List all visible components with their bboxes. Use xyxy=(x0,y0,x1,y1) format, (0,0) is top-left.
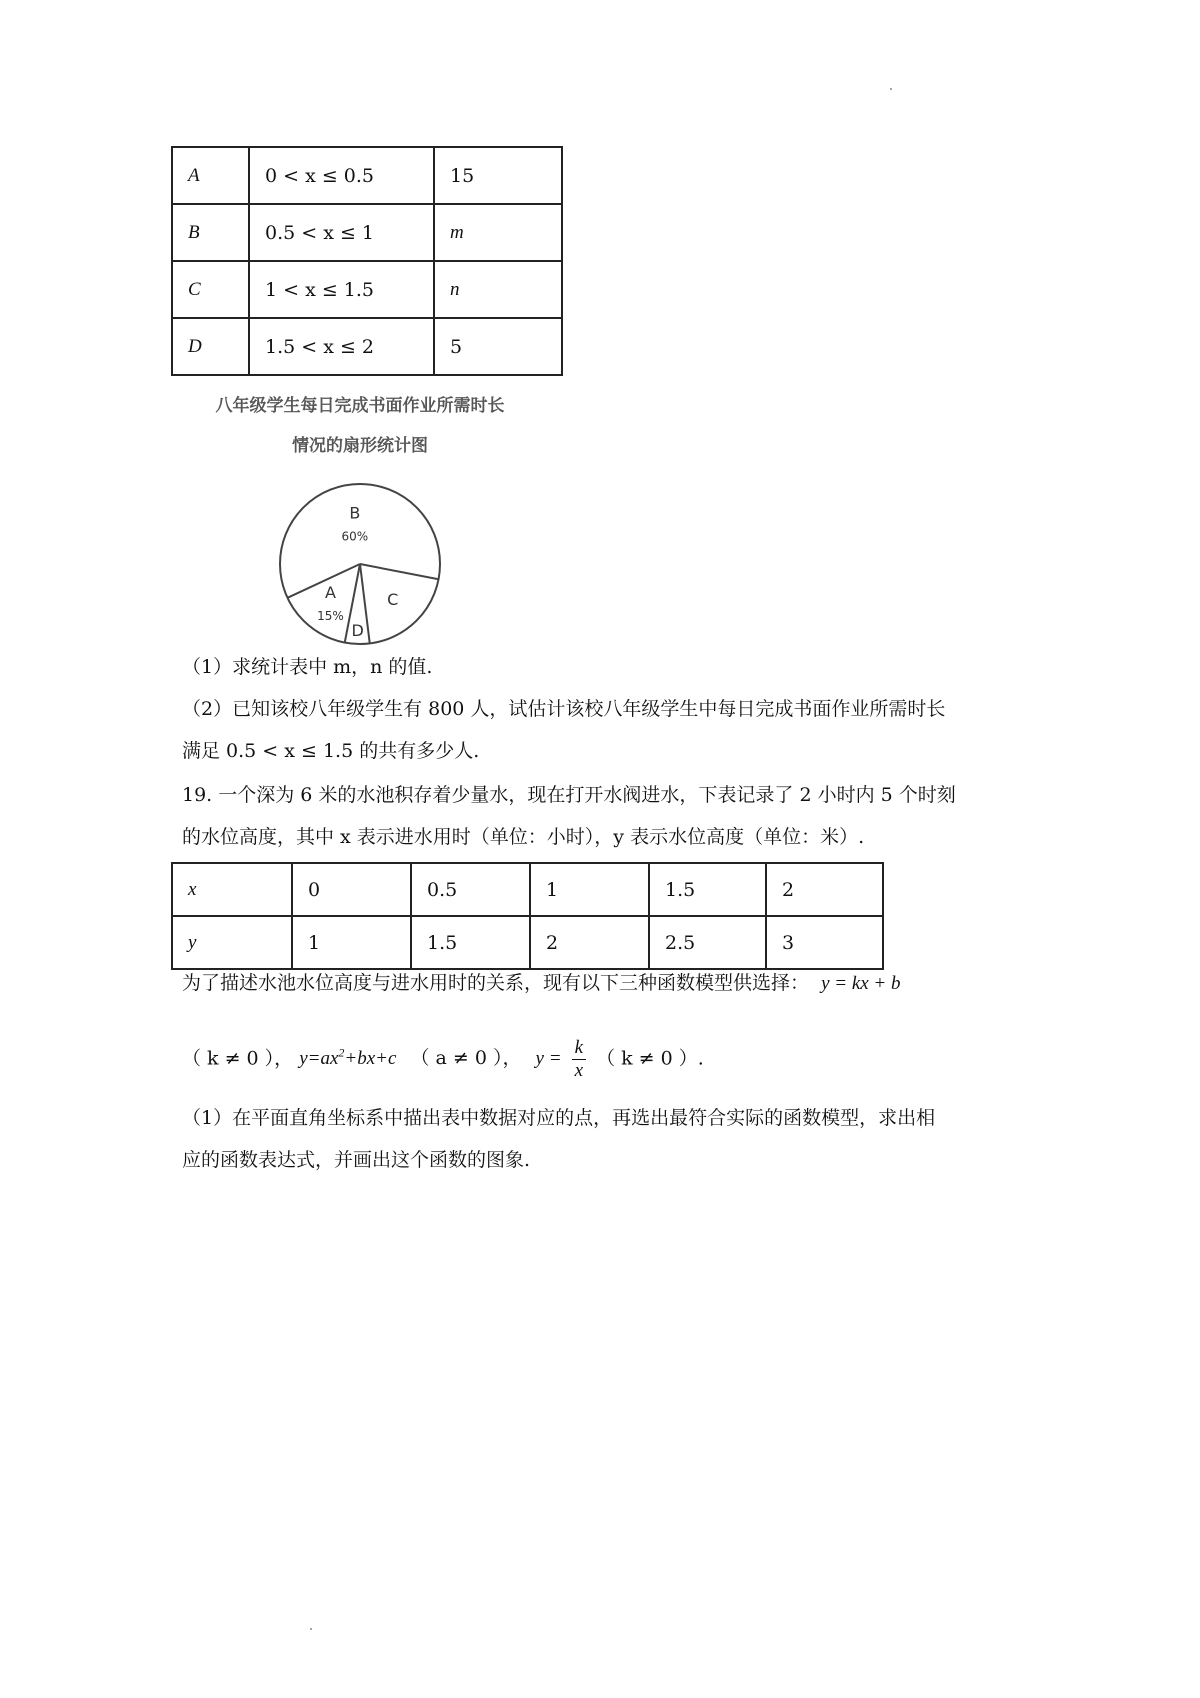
x-value-cell: 1.5 xyxy=(649,863,766,916)
models-intro-text: 为了描述水池水位高度与进水用时的关系，现有以下三种函数模型供选择： xyxy=(182,972,810,994)
q19-line2: 的水位高度，其中 x 表示进水用时（单位：小时），y 表示水位高度（单位：米）. xyxy=(182,826,865,848)
range-cell: 1 < x ≤ 1.5 xyxy=(249,261,434,318)
chart-title-line2: 情况的扇形统计图 xyxy=(292,436,428,456)
model-quadratic-condition: （ a ≠ 0 ）， xyxy=(410,1047,522,1070)
water-level-table xyxy=(171,862,884,970)
x-value-cell: 2 xyxy=(766,863,883,916)
count-cell: n xyxy=(434,261,562,318)
y-value-cell: 2.5 xyxy=(649,916,766,969)
group-cell: A xyxy=(172,147,249,204)
model-linear-condition: （ k ≠ 0 ）， xyxy=(182,1047,294,1070)
q18-part1: （1）求统计表中 m，n 的值. xyxy=(182,656,433,678)
table-row xyxy=(172,863,883,916)
y-value-cell: 2 xyxy=(530,916,649,969)
pie-slice-label: A xyxy=(324,582,336,602)
model-quadratic-suffix: +bx+c xyxy=(344,1048,397,1070)
x-value-cell: 0 xyxy=(292,863,411,916)
model-quadratic-prefix: y=ax xyxy=(299,1048,339,1070)
q18-part2-line2: 满足 0.5 < x ≤ 1.5 的共有多少人. xyxy=(182,740,480,762)
y-value-cell: 1.5 xyxy=(411,916,530,969)
table-row xyxy=(172,204,562,261)
range-cell: 0.5 < x ≤ 1 xyxy=(249,204,434,261)
x-header-cell: x xyxy=(172,863,292,916)
x-value-cell: 0.5 xyxy=(411,863,530,916)
model-quadratic-exponent: 2 xyxy=(338,1046,345,1060)
x-value-cell: 1 xyxy=(530,863,649,916)
group-cell: D xyxy=(172,318,249,375)
pie-slice-boundary xyxy=(287,564,360,598)
model-linear: y = kx + b xyxy=(821,973,901,994)
q19-models-intro-line xyxy=(182,962,1032,1005)
pie-slice-label: B xyxy=(349,503,361,523)
pie-slice-percent-label: 15% xyxy=(317,608,344,623)
y-header-cell: y xyxy=(172,916,292,969)
y-value-cell: 3 xyxy=(766,916,883,969)
chart-title-line1: 八年级学生每日完成书面作业所需时长 xyxy=(215,396,505,416)
duration-frequency-table xyxy=(171,146,563,376)
count-cell: 15 xyxy=(434,147,562,204)
group-cell: B xyxy=(172,204,249,261)
model-inverse-fraction xyxy=(572,1037,586,1082)
pie-chart xyxy=(260,464,460,664)
model-quadratic xyxy=(299,1048,396,1069)
range-cell: 1.5 < x ≤ 2 xyxy=(249,318,434,375)
pie-slice-label: D xyxy=(351,620,364,640)
table-row xyxy=(172,147,562,204)
count-cell: 5 xyxy=(434,318,562,375)
fraction-numerator: k xyxy=(572,1037,586,1060)
model-inverse-condition: （ k ≠ 0 ）. xyxy=(596,1047,704,1070)
group-cell: C xyxy=(172,261,249,318)
table-row xyxy=(172,261,562,318)
q18-part2-line1: （2）已知该校八年级学生有 800 人，试估计该校八年级学生中每日完成书面作业所需时长 xyxy=(182,698,946,720)
q19-part1-line1: （1）在平面直角坐标系中描出表中数据对应的点，再选出最符合实际的函数模型，求出相 xyxy=(182,1107,936,1129)
pie-slice-percent-label: 60% xyxy=(341,529,369,544)
pie-slice-boundary xyxy=(360,564,439,579)
pie-slice-label: C xyxy=(387,590,399,610)
model-inverse-lhs: y = xyxy=(535,1048,562,1070)
q19-part1-line2: 应的函数表达式，并画出这个函数的图象. xyxy=(182,1149,531,1171)
range-cell: 0 < x ≤ 0.5 xyxy=(249,147,434,204)
q19-models-line xyxy=(182,1026,1032,1086)
page-marker-dot-top xyxy=(890,88,892,90)
page-marker-dot-bottom xyxy=(310,1628,312,1630)
count-cell: m xyxy=(434,204,562,261)
y-value-cell: 1 xyxy=(292,916,411,969)
table-row xyxy=(172,318,562,375)
q19-line1: 19. 一个深为 6 米的水池积存着少量水，现在打开水阀进水，下表记录了 2 小时内 5 个时刻 xyxy=(182,784,956,806)
fraction-denominator: x xyxy=(574,1059,584,1081)
